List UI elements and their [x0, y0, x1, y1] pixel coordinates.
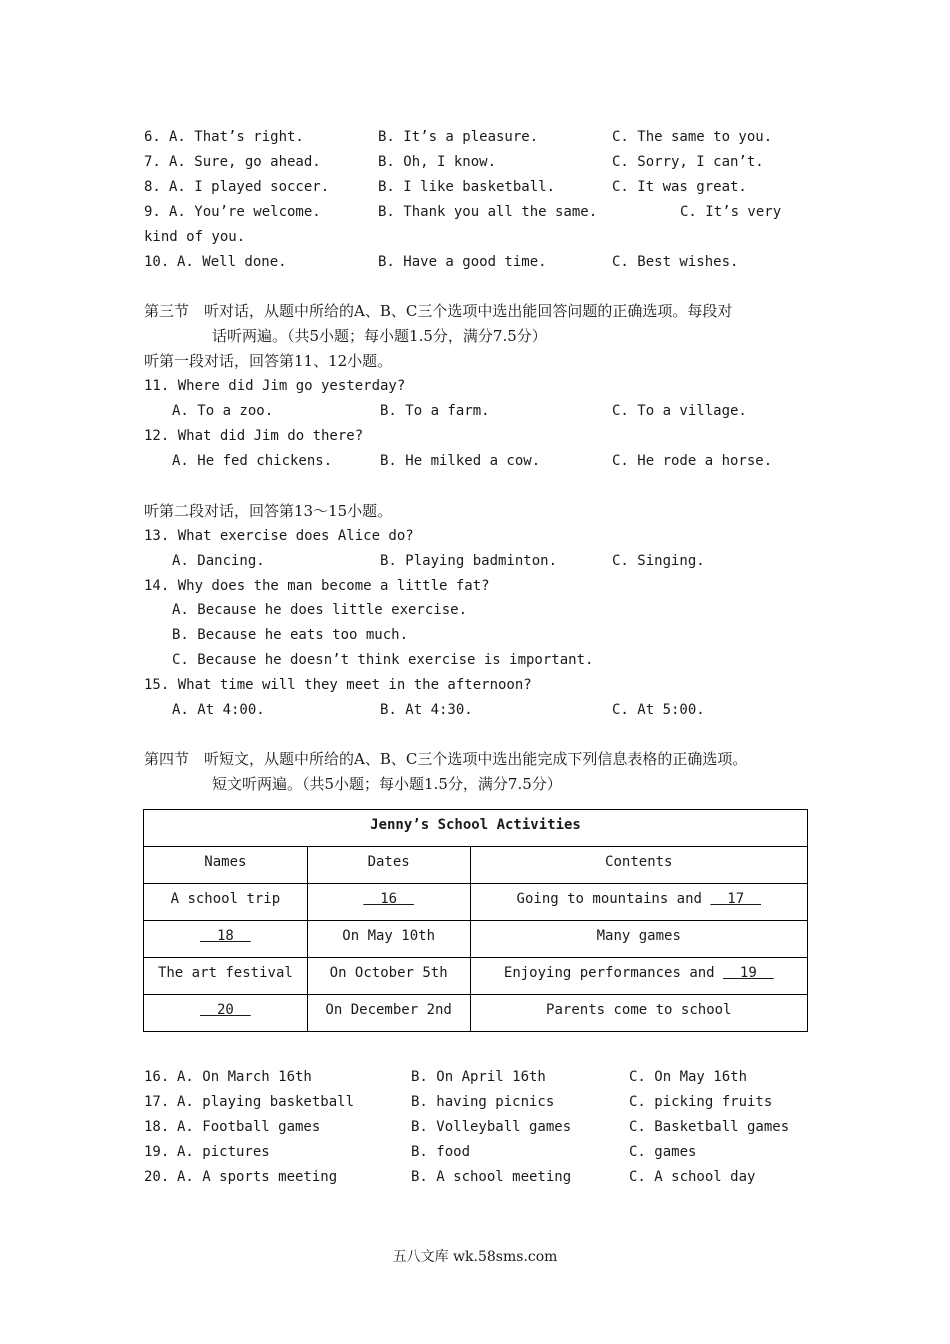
option-b: B. A school meeting: [411, 1169, 572, 1185]
blank-20: 20: [216, 1002, 234, 1018]
option-a: A. That’s right.: [169, 129, 304, 145]
row4-date: On December 2nd: [307, 995, 470, 1032]
blank-19: 19: [739, 965, 757, 981]
q12-option-a: A. He fed chickens.: [172, 453, 333, 469]
option-b: B. food: [411, 1144, 471, 1160]
q12-option-c: C. He rode a horse.: [612, 453, 773, 469]
row4-content: Parents come to school: [470, 995, 807, 1032]
q13-option-c: C. Singing.: [612, 553, 705, 569]
q11-option-a: A. To a zoo.: [172, 403, 274, 419]
row1-date-blank: [307, 884, 470, 921]
option-a: A. I played soccer.: [169, 179, 330, 195]
blank-16: 16: [380, 891, 398, 907]
option-c: C. A school day: [629, 1169, 756, 1185]
section3-heading-cont: 话听两遍。（共5小题；每小题1.5分，满分7.5分）: [212, 327, 547, 345]
q11-option-b: B. To a farm.: [380, 403, 490, 419]
header-dates: Dates: [307, 847, 470, 884]
question-11: 11. Where did Jim go yesterday?: [144, 378, 406, 394]
option-c: C. picking fruits: [629, 1094, 773, 1110]
row1-name: A school trip: [144, 884, 308, 921]
question-14: 14. Why does the man become a little fat?: [144, 578, 490, 594]
q-number: 7.: [144, 154, 161, 170]
table-row: [144, 921, 808, 958]
header-names: Names: [144, 847, 308, 884]
option-b: B. On April 16th: [411, 1069, 546, 1085]
q-number: 9.: [144, 204, 161, 220]
q-number: 20.: [144, 1169, 170, 1185]
row3-name: The art festival: [144, 958, 308, 995]
row1-content-text: Going to mountains and: [516, 891, 702, 907]
section4-heading-cont: 短文听两遍。（共5小题；每小题1.5分，满分7.5分）: [212, 775, 562, 793]
option-a: A. playing basketball: [177, 1094, 355, 1110]
blank-18: 18: [216, 928, 234, 944]
option-c: C. games: [629, 1144, 697, 1160]
row2-name-blank: [144, 921, 308, 958]
row1-content: [470, 884, 807, 921]
option-b: B. Have a good time.: [378, 254, 547, 270]
q13-option-a: A. Dancing.: [172, 553, 265, 569]
row3-content: [470, 958, 807, 995]
q15-option-c: C. At 5:00.: [612, 702, 705, 718]
question-12: 12. What did Jim do there?: [144, 428, 364, 444]
q-number: 6.: [144, 129, 161, 145]
table-title-row: [144, 810, 808, 847]
q-number: 17.: [144, 1094, 170, 1110]
table-row: [144, 995, 808, 1032]
q14-option-c: C. Because he doesn’t think exercise is important.: [172, 652, 594, 668]
option-c: C. Sorry, I can’t.: [612, 154, 764, 170]
header-contents: Contents: [470, 847, 807, 884]
option-a: A. Sure, go ahead.: [169, 154, 321, 170]
section3-heading: 第三节 听对话，从题中所给的A、B、C三个选项中选出能回答问题的正确选项。每段对: [144, 302, 733, 320]
q-number: 10.: [144, 254, 170, 270]
section4-heading: 第四节 听短文，从题中所给的A、B、C三个选项中选出能完成下列信息表格的正确选项。: [144, 750, 748, 768]
option-b: B. Volleyball games: [411, 1119, 572, 1135]
page-footer: 五八文库 wk.58sms.com: [392, 1249, 558, 1265]
dialog2-instruction: 听第二段对话，回答第13～15小题。: [144, 502, 393, 520]
option-c: C. It’s very: [680, 204, 782, 220]
option-c: C. Best wishes.: [612, 254, 739, 270]
question-13: 13. What exercise does Alice do?: [144, 528, 414, 544]
q15-option-b: B. At 4:30.: [380, 702, 473, 718]
row3-date: On October 5th: [307, 958, 470, 995]
table-row: [144, 884, 808, 921]
q12-option-b: B. He milked a cow.: [380, 453, 541, 469]
row2-date: On May 10th: [307, 921, 470, 958]
q11-option-c: C. To a village.: [612, 403, 747, 419]
option-c-wrap: kind of you.: [144, 229, 246, 245]
option-a: A. A sports meeting: [177, 1169, 338, 1185]
row4-name-blank: [144, 995, 308, 1032]
option-b: B. having picnics: [411, 1094, 555, 1110]
table-row: [144, 958, 808, 995]
option-c: C. It was great.: [612, 179, 747, 195]
option-a: A. You’re welcome.: [169, 204, 321, 220]
table-header-row: [144, 847, 808, 884]
option-b: B. It’s a pleasure.: [378, 129, 539, 145]
option-b: B. Oh, I know.: [378, 154, 497, 170]
option-c: C. On May 16th: [629, 1069, 748, 1085]
option-b: B. Thank you all the same.: [378, 204, 598, 220]
q-number: 8.: [144, 179, 161, 195]
blank-17: 17: [727, 891, 745, 907]
q-number: 18.: [144, 1119, 170, 1135]
row2-content: Many games: [470, 921, 807, 958]
option-b: B. I like basketball.: [378, 179, 556, 195]
option-a: A. On March 16th: [177, 1069, 312, 1085]
q14-option-a: A. Because he does little exercise.: [172, 602, 468, 618]
option-a: A. Well done.: [177, 254, 287, 270]
option-a: A. pictures: [177, 1144, 270, 1160]
table-title: Jenny’s School Activities: [144, 810, 808, 847]
dialog1-instruction: 听第一段对话，回答第11、12小题。: [144, 352, 393, 370]
activities-table: [143, 809, 808, 1032]
q15-option-a: A. At 4:00.: [172, 702, 265, 718]
row3-content-text: Enjoying performances and: [503, 965, 715, 981]
q-number: 16.: [144, 1069, 170, 1085]
q13-option-b: B. Playing badminton.: [380, 553, 558, 569]
option-c: C. Basketball games: [629, 1119, 790, 1135]
q14-option-b: B. Because he eats too much.: [172, 627, 409, 643]
q-number: 19.: [144, 1144, 170, 1160]
option-a: A. Football games: [177, 1119, 321, 1135]
option-c: C. The same to you.: [612, 129, 773, 145]
question-15: 15. What time will they meet in the afternoon?: [144, 677, 532, 693]
